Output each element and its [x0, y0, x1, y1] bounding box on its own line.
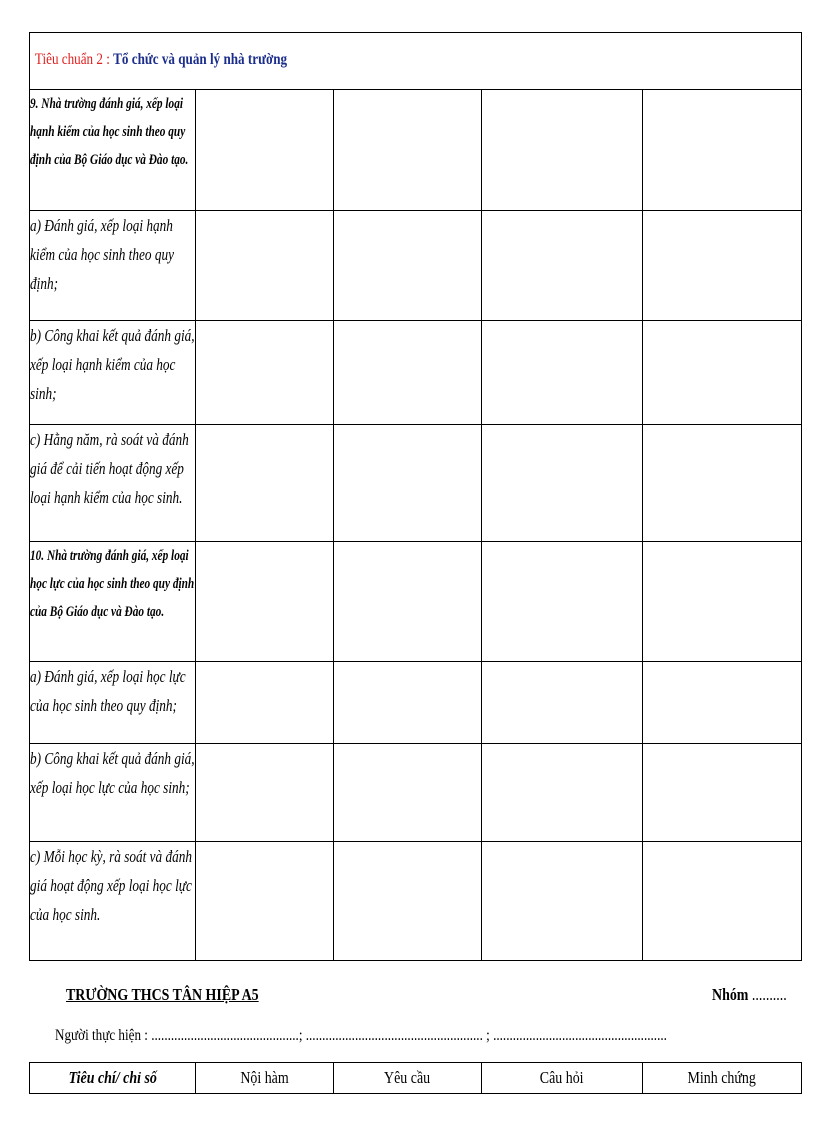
- header-requirement: Yêu cầu: [334, 1063, 482, 1094]
- standard-title: Tiêu chuẩn 2 : Tổ chức và quản lý nhà trường: [34, 51, 288, 68]
- indicator-cell: a) Đánh giá, xếp loại hạnh kiểm của học sinh theo quy định;: [30, 211, 196, 321]
- indicator-cell: c) Hằng năm, rà soát và đánh giá để cải tiến hoạt động xếp loại hạnh kiểm của học sinh.: [30, 425, 196, 542]
- header-evidence: Minh chứng: [643, 1063, 802, 1094]
- requirement-cell[interactable]: [334, 211, 482, 321]
- evidence-cell[interactable]: [643, 744, 802, 842]
- requirement-cell[interactable]: [334, 90, 482, 211]
- table-row: [30, 90, 802, 211]
- performers-line: Người thực hiện : .............................................; ...................................................... ; .....................................................: [55, 1027, 667, 1044]
- question-cell[interactable]: [482, 211, 643, 321]
- header-content: Nội hàm: [196, 1063, 334, 1094]
- evidence-cell[interactable]: [643, 662, 802, 744]
- table-row: [30, 662, 802, 744]
- evidence-cell[interactable]: [643, 425, 802, 542]
- question-cell[interactable]: [482, 425, 643, 542]
- evidence-cell[interactable]: [643, 321, 802, 425]
- requirement-cell[interactable]: [334, 842, 482, 961]
- question-cell[interactable]: [482, 321, 643, 425]
- criterion-cell: 9. Nhà trường đánh giá, xếp loại hạnh kiểm của học sinh theo quy định của Bộ Giáo dục và Đào tạo.: [30, 90, 196, 211]
- column-header-table: [29, 1062, 802, 1094]
- evidence-cell[interactable]: [643, 542, 802, 662]
- header-criterion: Tiêu chí/ chỉ số: [30, 1063, 196, 1094]
- school-name: TRƯỜNG THCS TÂN HIỆP A5: [66, 985, 259, 1004]
- header-question: Câu hỏi: [482, 1063, 643, 1094]
- table-row: [30, 744, 802, 842]
- requirement-cell[interactable]: [334, 744, 482, 842]
- evidence-cell[interactable]: [643, 211, 802, 321]
- group-label: Nhóm ..........: [712, 985, 787, 1004]
- content-cell[interactable]: [196, 662, 334, 744]
- indicator-cell: b) Công khai kết quả đánh giá, xếp loại hạnh kiểm của học sinh;: [30, 321, 196, 425]
- requirement-cell[interactable]: [334, 425, 482, 542]
- question-cell[interactable]: [482, 542, 643, 662]
- content-cell[interactable]: [196, 744, 334, 842]
- content-cell[interactable]: [196, 425, 334, 542]
- question-cell[interactable]: [482, 90, 643, 211]
- requirement-cell[interactable]: [334, 542, 482, 662]
- table-row: [30, 211, 802, 321]
- content-cell[interactable]: [196, 321, 334, 425]
- criterion-cell: 10. Nhà trường đánh giá, xếp loại học lực của học sinh theo quy định của Bộ Giáo dục và Đào tạo.: [30, 542, 196, 662]
- question-cell[interactable]: [482, 744, 643, 842]
- content-cell[interactable]: [196, 542, 334, 662]
- indicator-cell: c) Mỗi học kỳ, rà soát và đánh giá hoạt động xếp loại học lực của học sinh.: [30, 842, 196, 961]
- table-row: [30, 842, 802, 961]
- question-cell[interactable]: [482, 842, 643, 961]
- question-cell[interactable]: [482, 662, 643, 744]
- evidence-cell[interactable]: [643, 90, 802, 211]
- evidence-cell[interactable]: [643, 842, 802, 961]
- requirement-cell[interactable]: [334, 662, 482, 744]
- indicator-cell: a) Đánh giá, xếp loại học lực của học sinh theo quy định;: [30, 662, 196, 744]
- requirement-cell[interactable]: [334, 321, 482, 425]
- content-cell[interactable]: [196, 90, 334, 211]
- standard-title-cell: [30, 33, 802, 90]
- table-row: [30, 425, 802, 542]
- content-cell[interactable]: [196, 842, 334, 961]
- table-row: [30, 321, 802, 425]
- indicator-cell: b) Công khai kết quả đánh giá, xếp loại học lực của học sinh;: [30, 744, 196, 842]
- content-cell[interactable]: [196, 211, 334, 321]
- table-row: [30, 542, 802, 662]
- criteria-table: [29, 32, 802, 961]
